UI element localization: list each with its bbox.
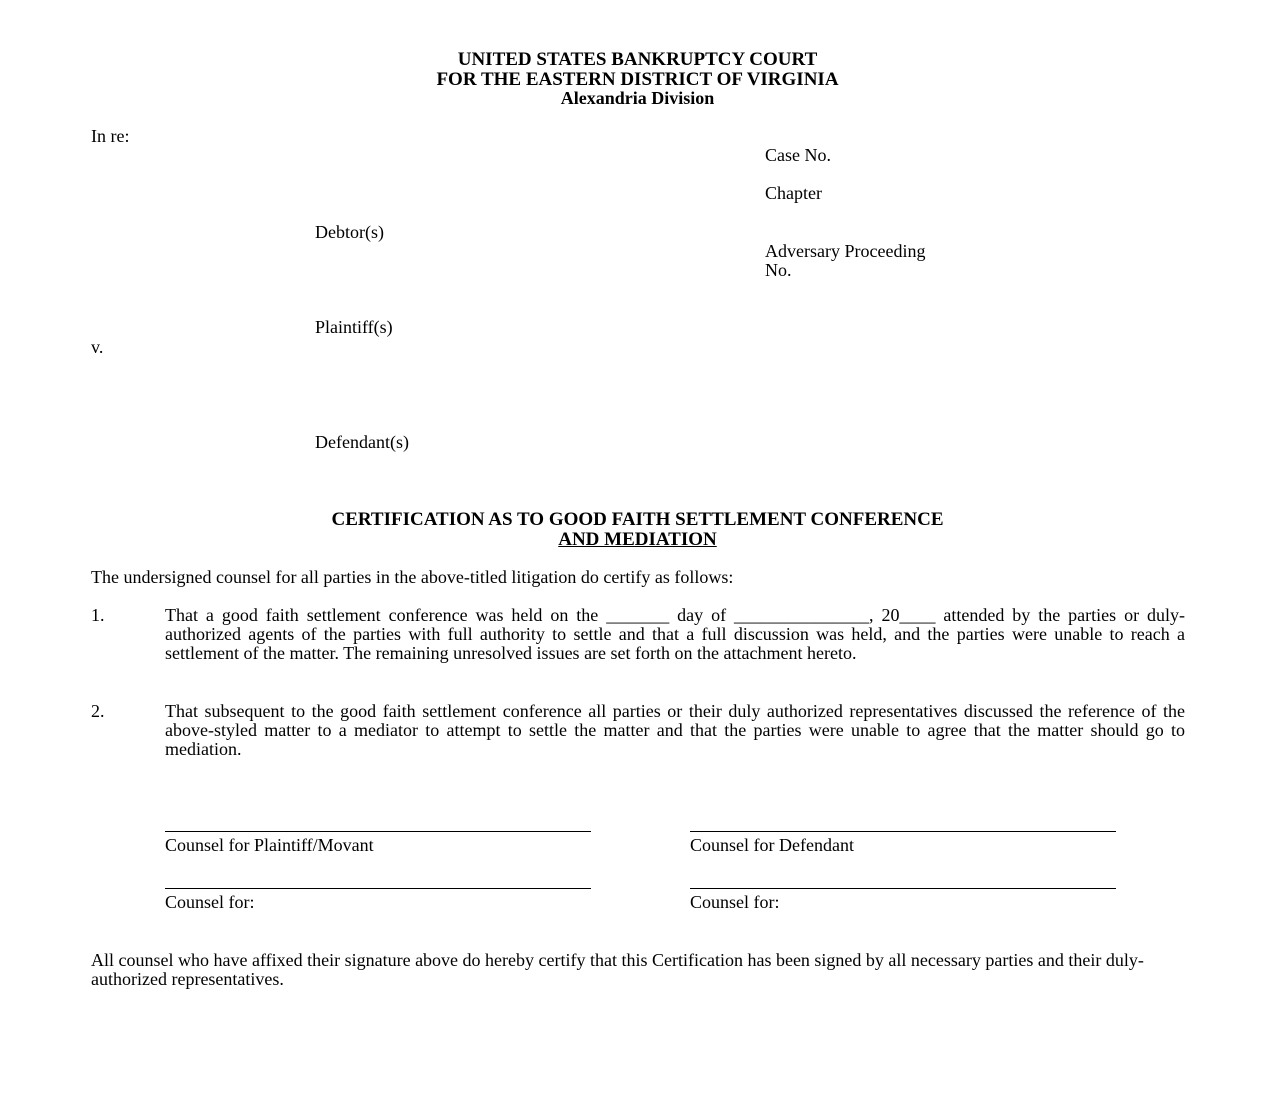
document-title-underlined: AND MEDIATION (558, 529, 717, 550)
item-number: 1. (91, 605, 105, 625)
document-title: CERTIFICATION AS TO GOOD FAITH SETTLEMENT CONFERENCE (331, 509, 944, 530)
other-counsel-signature-line[interactable] (690, 888, 1116, 889)
document-title-line2 (0, 530, 1275, 549)
other-counsel-signature-line[interactable] (165, 888, 591, 889)
defendants-label: Defendant(s) (315, 432, 409, 452)
court-district: FOR THE EASTERN DISTRICT OF VIRGINIA (436, 69, 839, 90)
debtors-label: Debtor(s) (315, 222, 384, 242)
plaintiff-signature-line[interactable] (165, 831, 591, 832)
item-number: 2. (91, 701, 105, 721)
adversary-proceeding-label: Adversary Proceeding (765, 241, 926, 261)
item-paragraph: That a good faith settlement conference was held on the _______ day of _______________, 20____ attended by the parties or duly-authorized agents of the parties with full authority to settle and that a full discussion was held, and the parties were unable to reach a settlement of the matter. The remaining unresolved issues are set forth on the attachment hereto. (165, 605, 1185, 663)
chapter-label: Chapter (765, 183, 822, 203)
closing-paragraph: All counsel who have affixed their signature above do hereby certify that this Certification has been signed by all necessary parties and their duly-authorized representatives. (91, 950, 1144, 989)
court-name: UNITED STATES BANKRUPTCY COURT (457, 49, 818, 70)
case-number-label: Case No. (765, 145, 831, 165)
defendant-counsel-label: Counsel for Defendant (690, 835, 854, 855)
in-re-label: In re: (91, 126, 130, 146)
other-counsel-label: Counsel for: (690, 892, 780, 912)
adversary-number-label: No. (765, 260, 792, 280)
court-division: Alexandria Division (560, 88, 715, 108)
other-counsel-label: Counsel for: (165, 892, 255, 912)
defendant-signature-line[interactable] (690, 831, 1116, 832)
plaintiffs-label: Plaintiff(s) (315, 317, 393, 337)
intro-paragraph: The undersigned counsel for all parties in the above-titled litigation do certify as follows: (91, 567, 734, 587)
item-paragraph: That subsequent to the good faith settlement conference all parties or their duly authorized representatives discussed the reference of the above-styled matter to a mediator to attempt to settle the matter and that the parties were unable to agree that the matter should go to mediation. (165, 701, 1185, 759)
versus-label: v. (91, 337, 104, 357)
plaintiff-counsel-label: Counsel for Plaintiff/Movant (165, 835, 374, 855)
